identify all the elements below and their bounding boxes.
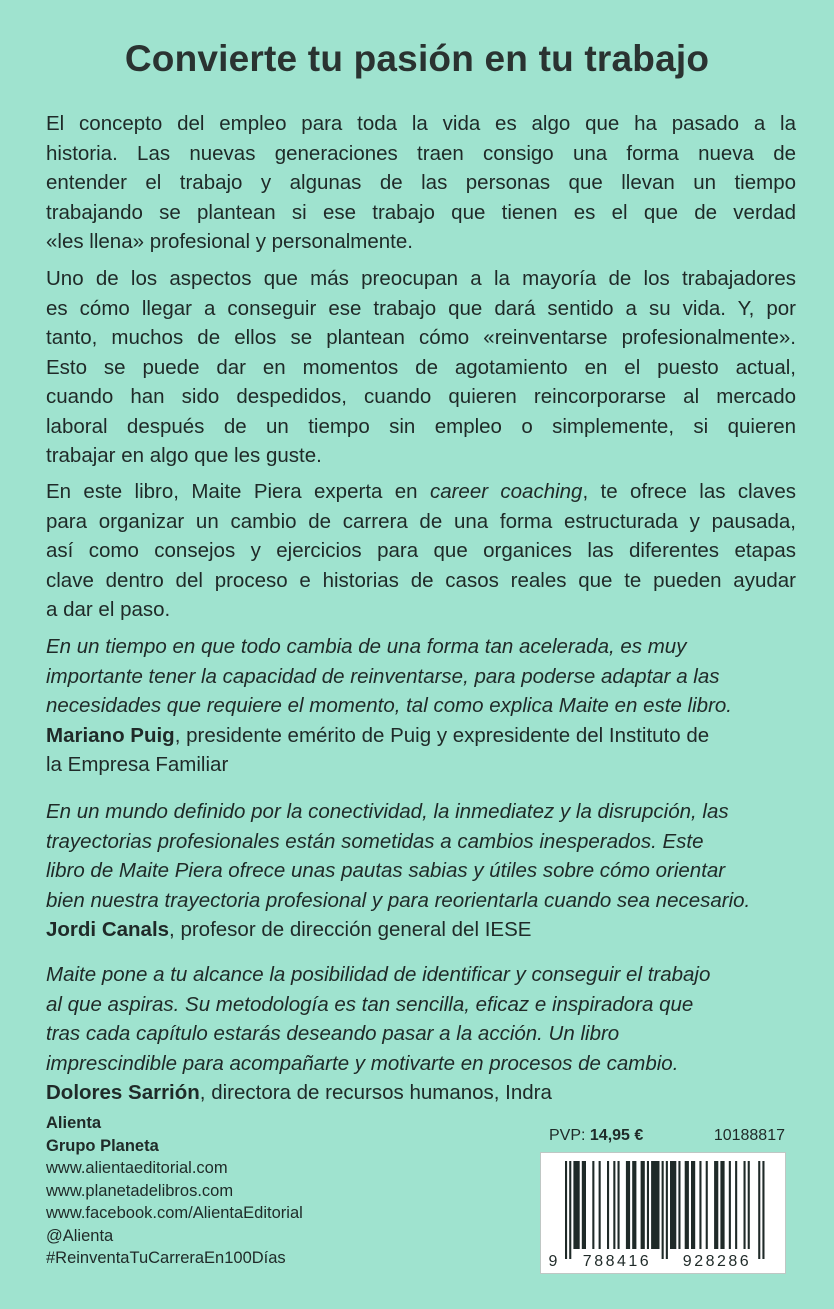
description-paragraph-2 (46, 264, 796, 471)
text-line: Esto se puede dar en momentos de agotamiento en el puesto actual, (46, 355, 796, 379)
barcode-bar (758, 1161, 760, 1259)
author-name: Jordi Canals (46, 918, 170, 941)
text-line: para organizar un cambio de carrera de una forma estructurada y pausada, (46, 509, 796, 533)
barcode-digits-left: 788416 (582, 1253, 652, 1270)
barcode-bar (662, 1161, 664, 1259)
quote-line: importante tener la capacidad de reinventarse, para poderse adaptar a las (46, 664, 720, 688)
page-title: Convierte tu pasión en tu trabajo (124, 38, 710, 79)
author-role: , presidente emérito de Puig y expresidente del Instituto de (174, 723, 710, 747)
quote-line: Maite pone a tu alcance la posibilidad de identificar y conseguir el trabajo (46, 963, 711, 986)
testimonial-3 (46, 960, 796, 1108)
barcode-bar (691, 1161, 695, 1249)
publisher-group: Grupo Planeta (46, 1136, 159, 1155)
barcode-bar (706, 1161, 708, 1249)
publisher-info (46, 1112, 356, 1270)
text-line: «les llena» profesional y personalmente. (46, 230, 413, 253)
text-line: es cómo llegar a conseguir ese trabajo que dará sentido a su vida. Y, por (46, 296, 796, 320)
barcode-bar (632, 1161, 636, 1249)
text-line: tanto, muchos de ellos se plantean cómo «reinventarse profesionalmente». (46, 326, 796, 349)
quote-line: libro de Maite Piera ofrece unas pautas sabias y útiles sobre cómo orientar (46, 859, 726, 882)
testimonial-1 (46, 632, 796, 780)
text-segment: En este libro, Maite Piera experta en (46, 480, 430, 503)
price-label: PVP: (549, 1127, 590, 1144)
barcode-bar (729, 1161, 731, 1249)
text-line: Uno de los aspectos que más preocupan a la mayoría de los trabajadores (46, 267, 796, 290)
price (549, 1127, 643, 1145)
barcode-bar (641, 1161, 645, 1249)
barcode-bar (744, 1161, 746, 1249)
text-line: entender el trabajo y algunas de las personas que llevan un tiempo (46, 171, 796, 194)
quote-attribution (46, 915, 796, 945)
barcode-bar (720, 1161, 724, 1249)
author-role-continued: la Empresa Familiar (46, 753, 229, 776)
barcode-bar (647, 1161, 649, 1249)
author-name: Mariano Puig (46, 723, 175, 747)
author-name: Dolores Sarrión (46, 1081, 200, 1104)
barcode-bar (565, 1161, 567, 1259)
text-line: El concepto del empleo para toda la vida es algo que ha pasado a la (46, 112, 796, 135)
barcode-bar (599, 1161, 601, 1249)
facebook-link[interactable]: www.facebook.com/AlientaEditorial (46, 1204, 303, 1222)
barcode-digit-first: 9 (548, 1253, 558, 1270)
barcode-bar (626, 1161, 630, 1249)
website-link[interactable]: www.alientaeditorial.com (46, 1159, 228, 1177)
quote-line: tras cada capítulo estarás deseando pasar a la acción. Un libro (46, 1022, 620, 1045)
price-row (549, 1127, 785, 1145)
quote-line: En un tiempo en que todo cambia de una forma tan acelerada, es muy (46, 635, 687, 658)
quote-line: bien nuestra trayectoria profesional y para reorientarla cuando sea necesario. (46, 888, 751, 912)
author-role: , profesor de dirección general del IESE (169, 918, 532, 941)
barcode-bar (666, 1161, 668, 1259)
text-line: trabajando se plantean si ese trabajo que tienen es el que de verdad (46, 200, 796, 224)
description-paragraph-3 (46, 477, 796, 625)
quote-line: al que aspiras. Su metodología es tan sencilla, eficaz e inspiradora que (46, 992, 694, 1016)
barcode-digits-right: 928286 (682, 1253, 752, 1270)
description-paragraph-1 (46, 109, 796, 257)
text-line: laboral después de un tiempo sin empleo o simplemente, si quieren (46, 414, 796, 438)
barcode-bar (714, 1161, 718, 1249)
text-line: trabajar en algo que les guste. (46, 444, 322, 467)
barcode (540, 1152, 786, 1274)
barcode-bar (651, 1161, 659, 1249)
price-value: 14,95 € (589, 1127, 644, 1144)
barcode-bar (592, 1161, 594, 1249)
barcode-bar (582, 1161, 586, 1249)
quote-attribution (46, 1078, 796, 1108)
barcode-bars (565, 1161, 765, 1259)
barcode-bar (613, 1161, 615, 1249)
barcode-bar (685, 1161, 689, 1249)
barcode-bar (762, 1161, 764, 1259)
quote-line: necesidades que requiere el momento, tal como explica Maite en este libro. (46, 694, 732, 717)
barcode-bar (573, 1161, 579, 1249)
quote-line: trayectorias profesionales están sometidas a cambios inesperados. Este (46, 829, 704, 853)
author-role: , directora de recursos humanos, Indra (199, 1081, 552, 1104)
social-handle[interactable]: @Alienta (46, 1226, 114, 1245)
barcode-bar (699, 1161, 701, 1249)
text-line: clave dentro del proceso e historias de casos reales que te pueden ayudar (46, 568, 796, 592)
text-line: historia. Las nuevas generaciones traen consigo una forma nueva de (46, 141, 796, 165)
barcode-bar (748, 1161, 750, 1249)
barcode-bar (678, 1161, 680, 1249)
text-line: cuando han sido despedidos, cuando quieren reincorporarse al mercado (46, 385, 796, 408)
quote-attribution (46, 721, 796, 751)
hashtag[interactable]: #ReinventaTuCarreraEn100Días (46, 1249, 286, 1267)
publisher-name: Alienta (46, 1114, 102, 1132)
emphasis-term: career coaching (429, 480, 583, 503)
barcode-bar (670, 1161, 676, 1249)
barcode-bar (618, 1161, 620, 1249)
barcode-graphic (541, 1153, 785, 1273)
barcode-bar (569, 1161, 571, 1259)
barcode-bar (607, 1161, 609, 1249)
barcode-bar (735, 1161, 737, 1249)
quote-line: imprescindible para acompañarte y motivarte en procesos de cambio. (46, 1051, 679, 1075)
quote-line: En un mundo definido por la conectividad, la inmediatez y la disrupción, las (46, 800, 729, 823)
text-line: así como consejos y ejercicios para que organices las diferentes etapas (46, 539, 796, 562)
testimonial-2 (46, 797, 796, 945)
text-segment: , te ofrece las claves (582, 480, 796, 503)
text-line: a dar el paso. (46, 598, 171, 621)
product-code: 10188817 (713, 1127, 785, 1144)
website-link[interactable]: www.planetadelibros.com (46, 1181, 234, 1200)
text-line (46, 477, 796, 507)
